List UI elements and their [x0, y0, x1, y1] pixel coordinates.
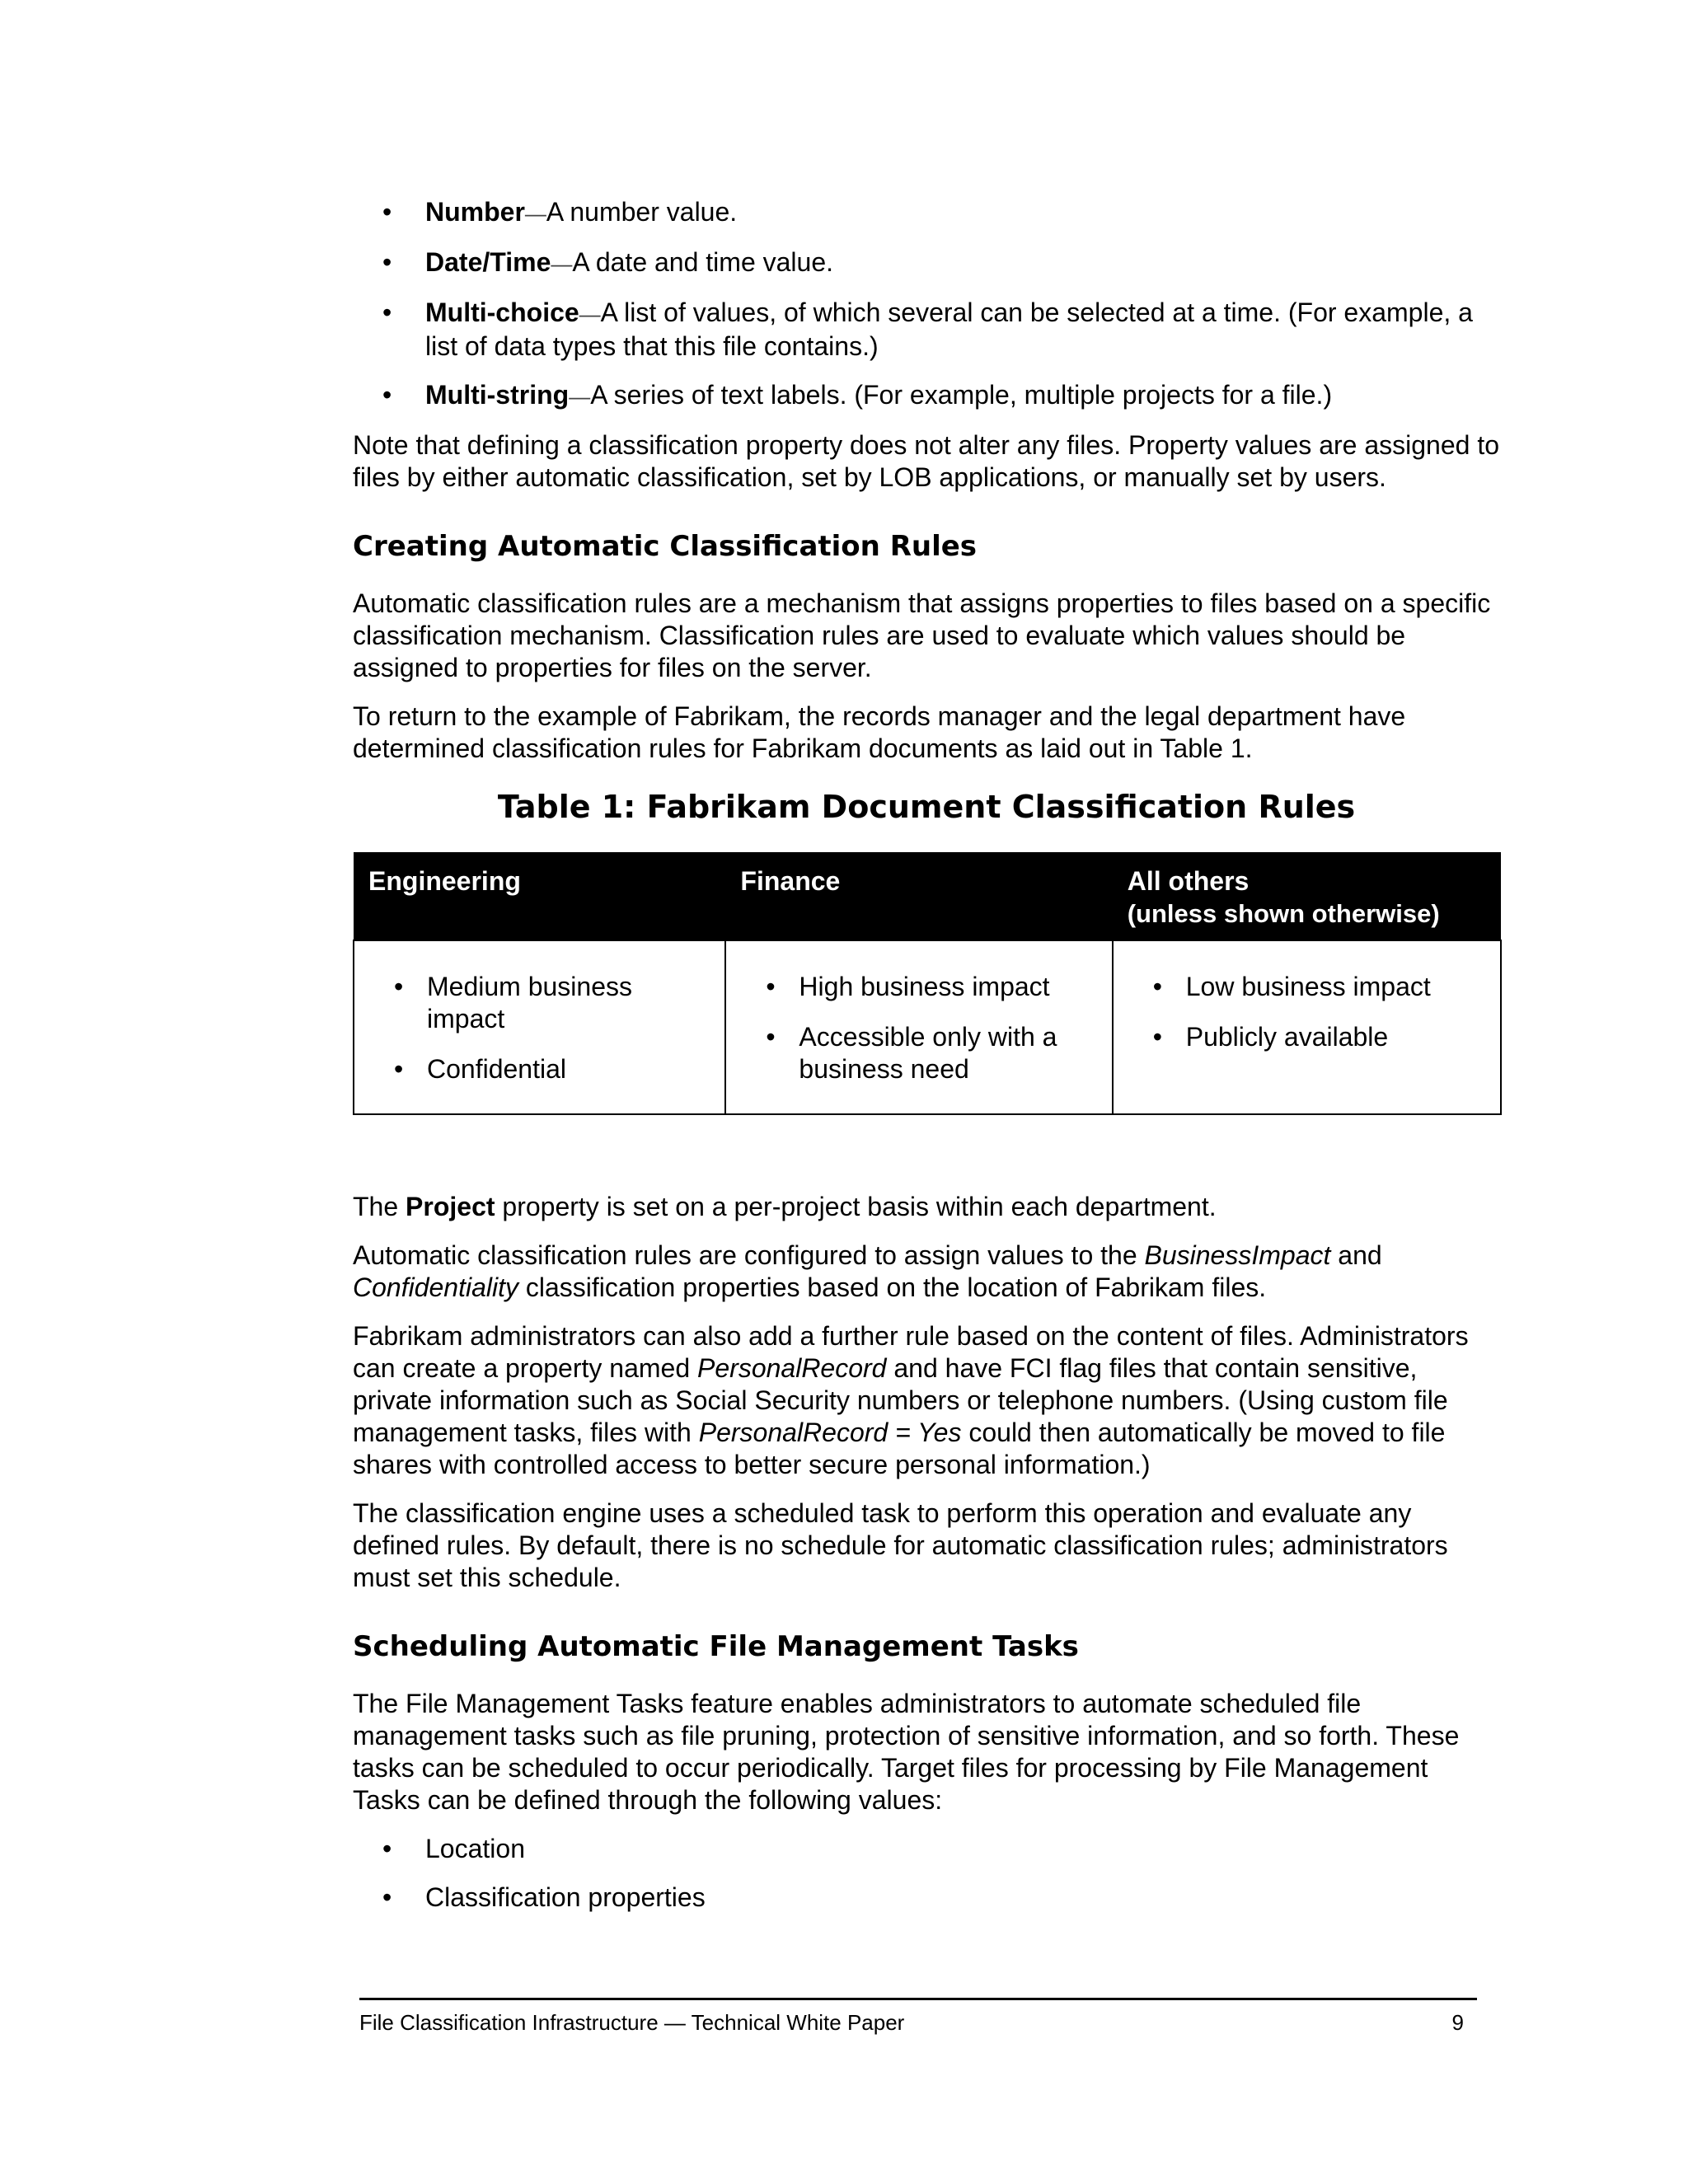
page-footer [359, 1998, 1477, 2036]
cell-finance [725, 940, 1112, 1114]
text: and have FCI flag files that contain sensitive, private information such as Social Security numbers or telephone numbers. (Using custom file management tasks, files with [353, 1353, 1448, 1447]
list-item: • High business impact [741, 971, 1096, 1003]
list-item: • Medium business impact [369, 971, 710, 1035]
bullet-classification-properties: • Classification properties [353, 1882, 1500, 1914]
term: Multi-choice [425, 298, 579, 327]
term-desc: A series of text labels. (For example, multiple projects for a file.) [590, 380, 1333, 410]
header-label: Engineering [368, 866, 521, 896]
term-desc: A date and time value. [572, 247, 834, 277]
footer-title: File Classification Infrastructure — Technical White Paper [359, 2010, 905, 2035]
bullet-multistring [353, 379, 1500, 413]
table-header-row [354, 852, 1501, 940]
em-dash: — [579, 302, 601, 326]
document-body [353, 196, 1500, 1930]
bullet-number [353, 196, 1500, 230]
header-label: All others [1127, 866, 1250, 896]
project-paragraph [353, 1191, 1500, 1223]
header-engineering [354, 852, 725, 940]
em-dash: — [569, 384, 591, 409]
bullet-location: • Location [353, 1833, 1500, 1865]
header-finance [725, 852, 1112, 940]
italic-term: Confidentiality [353, 1272, 518, 1302]
text: Fabrikam administrators can also add a further rule based on the content of files. Administrators can create a property named [353, 1321, 1469, 1383]
text: property is set on a per-project basis within each department. [495, 1192, 1217, 1221]
italic-term: BusinessImpact [1144, 1240, 1331, 1270]
text: and [1330, 1240, 1382, 1270]
text: The [353, 1192, 406, 1221]
page-number: 9 [1451, 2010, 1464, 2035]
italic-term: PersonalRecord [697, 1353, 887, 1383]
engine-paragraph: The classification engine uses a scheduled task to perform this operation and evaluate any defined rules. By default, there is no schedule for automatic classification rules; administrators must set this schedule. [353, 1498, 1448, 1592]
em-dash: — [551, 251, 573, 276]
table-row [354, 940, 1501, 1114]
text: classification properties based on the location of Fabrikam files. [518, 1272, 1267, 1302]
term-desc: A list of values, of which several can be selected at a time. (For example, a list of data types that this file contains.) [425, 298, 1473, 361]
automatic-rules-paragraph [353, 1240, 1500, 1304]
list-item: • Accessible only with a business need [741, 1021, 1096, 1085]
italic-term: PersonalRecord = Yes [698, 1418, 962, 1447]
list-item: • Publicly available [1128, 1021, 1485, 1053]
classification-table [353, 852, 1502, 1115]
file-management-paragraph: The File Management Tasks feature enables administrators to automate scheduled file management tasks such as file pruning, protection of sensitive information, and so forth. These tasks can be scheduled to occur periodically. Target files for processing by File Management Tasks can be defined through the following values: [353, 1689, 1460, 1815]
note-paragraph: Note that defining a classification property does not alter any files. Property values are assigned to files by either automatic classification, set by LOB applications, or manually set by users. [353, 430, 1499, 492]
spacer [353, 1115, 1500, 1191]
bullet-multichoice [353, 297, 1500, 363]
em-dash: — [524, 201, 546, 226]
header-sublabel: (unless shown otherwise) [1127, 899, 1440, 928]
header-all-others [1113, 852, 1501, 940]
term: Date/Time [425, 247, 551, 277]
cell-engineering [354, 940, 725, 1114]
bold-term: Project [406, 1192, 495, 1221]
table-title: Table 1: Fabrikam Document Classification Rules [497, 789, 1356, 825]
section-heading-classification-rules: Creating Automatic Classification Rules [353, 530, 978, 563]
rules-paragraph: Automatic classification rules are a mechanism that assigns properties to files based on a specific classification mechanism. Classification rules are used to evaluate which values should be assigned to properties for files on the server. [353, 588, 1491, 682]
bullet-datetime [353, 246, 1500, 280]
text: could then automatically be moved to file shares with controlled access to better secure personal information.) [353, 1418, 1446, 1479]
term-desc: A number value. [546, 197, 738, 227]
term: Number [425, 197, 525, 227]
fabrikam-example-paragraph: To return to the example of Fabrikam, the records manager and the legal department have determined classification rules for Fabrikam documents as laid out in Table 1. [353, 701, 1406, 763]
term: Multi-string [425, 380, 570, 410]
section-heading-file-management-tasks: Scheduling Automatic File Management Tasks [353, 1630, 1079, 1663]
header-label: Finance [740, 866, 841, 896]
cell-all-others [1113, 940, 1501, 1114]
text: Automatic classification rules are configured to assign values to the [353, 1240, 1145, 1270]
list-item: • Low business impact [1128, 971, 1485, 1003]
personal-record-paragraph [353, 1320, 1500, 1481]
list-item: • Confidential [369, 1053, 710, 1085]
